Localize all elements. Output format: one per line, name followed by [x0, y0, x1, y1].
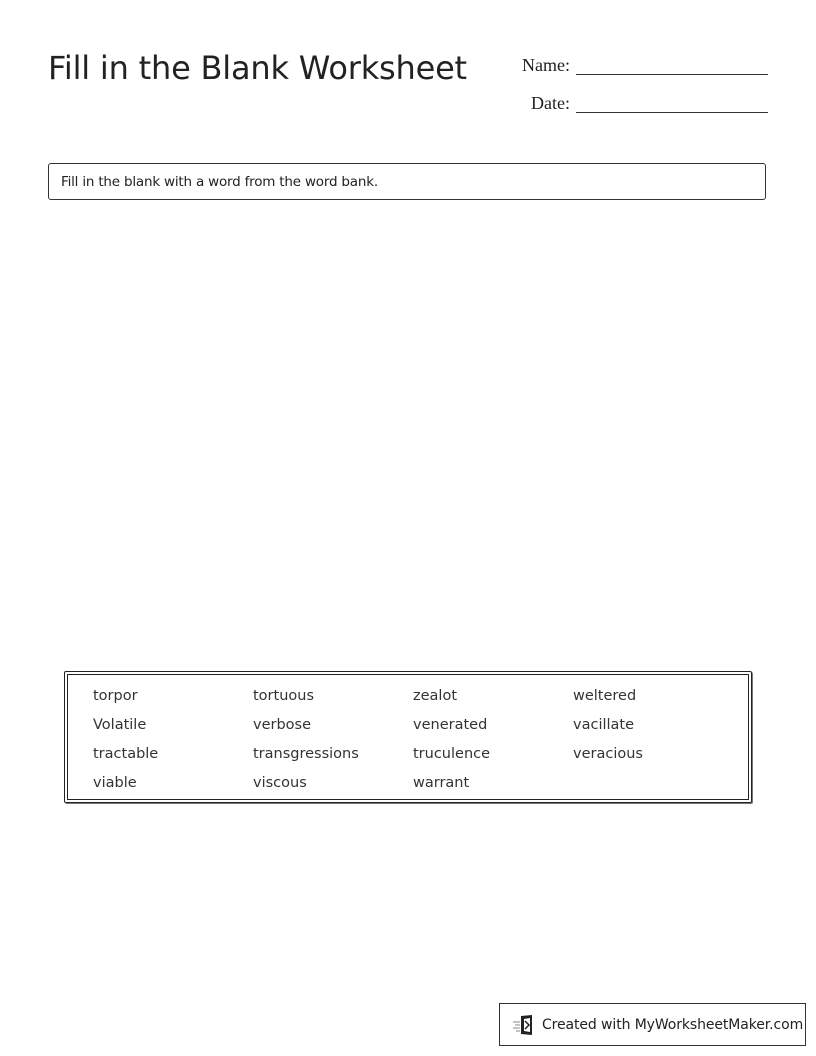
footer-badge[interactable] [499, 1003, 806, 1046]
word-bank-item [573, 772, 733, 801]
name-label: Name: [522, 55, 570, 75]
word-bank-item: venerated [413, 717, 488, 733]
date-label: Date: [531, 93, 570, 113]
word-bank-item: zealot [413, 688, 458, 704]
word-bank-item: transgressions [253, 746, 359, 762]
word-bank-item: tractable [93, 746, 159, 762]
footer-text: Created with MyWorksheetMaker.com [542, 1016, 804, 1033]
word-bank-item: vacillate [573, 717, 635, 733]
word-bank-item: torpor [93, 688, 138, 704]
instructions-text: Fill in the blank with a word from the word bank. [61, 173, 378, 190]
word-bank-item: verbose [253, 717, 312, 733]
word-bank-item: tortuous [253, 688, 315, 704]
date-field [500, 92, 768, 114]
word-bank-item: Volatile [93, 717, 147, 733]
worksheet-maker-logo-icon [512, 1014, 536, 1036]
page-title: Fill in the Blank Worksheet [48, 49, 467, 87]
word-bank-item: viscous [253, 775, 307, 791]
word-bank-grid [93, 685, 733, 801]
word-bank-item: weltered [573, 688, 637, 704]
word-bank-item: truculence [413, 746, 491, 762]
instructions-box [48, 163, 766, 200]
name-field [500, 54, 768, 76]
word-bank-item: viable [93, 775, 137, 791]
name-blank-line[interactable] [576, 74, 768, 75]
word-bank [64, 671, 752, 803]
date-blank-line[interactable] [576, 112, 768, 113]
word-bank-item: veracious [573, 746, 643, 762]
word-bank-item: warrant [413, 775, 470, 791]
